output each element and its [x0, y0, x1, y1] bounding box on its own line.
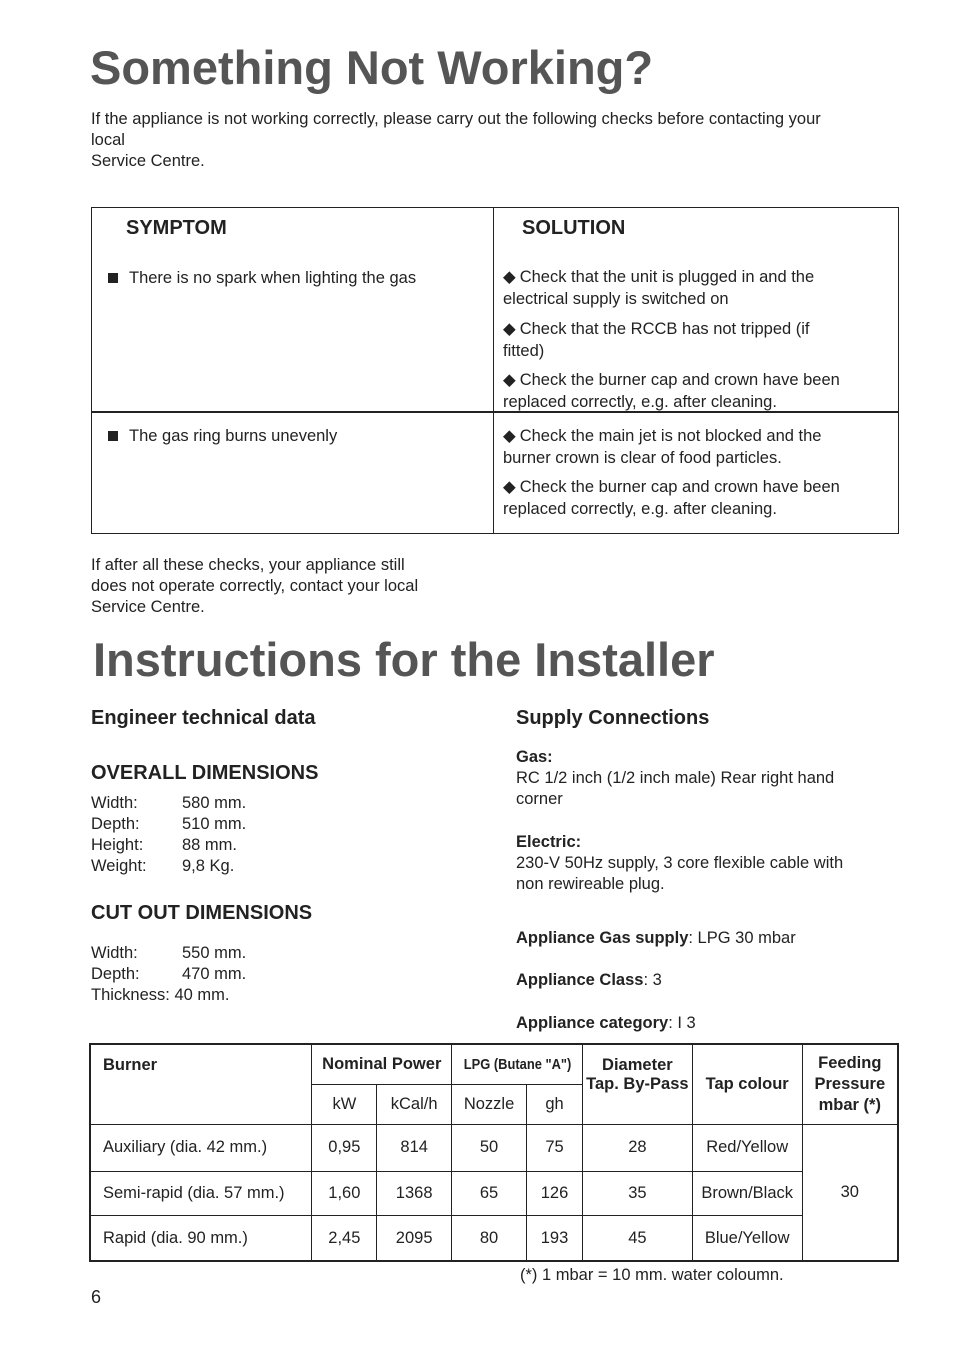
- symptom-text: There is no spark when lighting the gas: [129, 269, 417, 287]
- nozzle-value: 80: [452, 1216, 527, 1261]
- after-checks-line-3: Service Centre.: [91, 598, 205, 616]
- kw-value: 0,95: [312, 1125, 377, 1171]
- diameter-value: 35: [583, 1171, 693, 1215]
- dimension-value: 40 mm.: [174, 986, 230, 1004]
- gas-block: [516, 747, 896, 810]
- kcal-value: 814: [377, 1125, 452, 1171]
- burner-header: Burner: [90, 1044, 312, 1125]
- solution-item: [503, 370, 893, 413]
- burner-table: [89, 1043, 899, 1262]
- dimension-value: 88 mm.: [182, 836, 238, 854]
- symptom-solution-table: [91, 207, 899, 534]
- overall-dimension-row: [91, 814, 246, 835]
- solution-line: fitted): [503, 341, 545, 360]
- burner-footnote: (*) 1 mbar = 10 mm. water coloumn.: [520, 1266, 784, 1284]
- dimension-value: 470 mm.: [182, 965, 247, 983]
- overall-dimension-row: [91, 856, 234, 877]
- square-bullet-icon: [108, 273, 118, 283]
- table-row: [90, 1171, 898, 1215]
- section-title-installer: Instructions for the Installer: [93, 633, 715, 686]
- solution-item: [503, 426, 893, 469]
- solution-header: SOLUTION: [522, 217, 626, 239]
- feeding-header-line-3: mbar (*): [818, 1096, 881, 1115]
- lpg-header-text: LPG (Butane "A"): [463, 1055, 571, 1073]
- dimension-value: 550 mm.: [182, 944, 247, 962]
- overall-dimension-row: [91, 835, 237, 856]
- overall-dimensions-heading: OVERALL DIMENSIONS: [91, 762, 319, 784]
- dimension-label: Depth:: [91, 965, 140, 983]
- appliance-category: [516, 1013, 696, 1034]
- symptom-row-1: [108, 268, 416, 290]
- diameter-header: [583, 1044, 693, 1125]
- solution-line: Check the main jet is not blocked and the: [519, 427, 822, 445]
- dimension-value: 9,8 Kg.: [182, 857, 235, 875]
- table-divider-vertical: [493, 208, 494, 533]
- dimension-value: 510 mm.: [182, 815, 247, 833]
- feeding-pressure-header: [802, 1044, 898, 1125]
- solution-line: replaced correctly, e.g. after cleaning.: [503, 499, 777, 518]
- square-bullet-icon: [108, 431, 118, 441]
- tap-colour-header: Tap colour: [692, 1044, 802, 1125]
- kcal-value: 2095: [377, 1216, 452, 1261]
- intro-paragraph: [91, 109, 911, 172]
- feeding-pressure-value: 30: [802, 1125, 898, 1261]
- electric-line-2: non rewireable plug.: [516, 875, 665, 893]
- diamond-bullet-icon: ◆: [503, 268, 516, 286]
- dimension-value: 580 mm.: [182, 794, 247, 812]
- tap-colour-value: Blue/Yellow: [692, 1216, 802, 1261]
- section-title-something-not-working: Something Not Working?: [90, 41, 654, 94]
- solution-line: replaced correctly, e.g. after cleaning.: [503, 392, 777, 411]
- electric-line-1: 230-V 50Hz supply, 3 core flexible cable with: [516, 854, 844, 872]
- dimension-label: Height:: [91, 836, 144, 854]
- solution-line: Check the burner cap and crown have been: [519, 478, 840, 496]
- appliance-gas-supply: [516, 928, 796, 949]
- gas-label: Gas:: [516, 748, 553, 766]
- diamond-bullet-icon: ◆: [503, 427, 516, 445]
- diameter-header-line-1: Diameter: [602, 1056, 673, 1074]
- dimension-label: Weight:: [91, 857, 147, 875]
- diamond-bullet-icon: ◆: [503, 371, 516, 389]
- after-checks-line-1: If after all these checks, your appliance still: [91, 556, 405, 574]
- tap-colour-value: Brown/Black: [692, 1171, 802, 1215]
- overall-dimension-row: [91, 793, 246, 814]
- intro-line-2: local: [91, 131, 125, 149]
- solution-line: electrical supply is switched on: [503, 289, 729, 308]
- nozzle-value: 50: [452, 1125, 527, 1171]
- nozzle-value: 65: [452, 1171, 527, 1215]
- gh-value: 126: [527, 1171, 583, 1215]
- gas-line-2: corner: [516, 790, 563, 808]
- electric-label: Electric:: [516, 833, 582, 851]
- feeding-header-line-1: Feeding: [818, 1054, 882, 1073]
- dimension-label: Depth:: [91, 815, 140, 833]
- appliance-category-label: Appliance category: [516, 1014, 669, 1032]
- kw-value: 1,60: [312, 1171, 377, 1215]
- engineer-heading: Engineer technical data: [91, 707, 316, 729]
- diamond-bullet-icon: ◆: [503, 478, 516, 496]
- after-checks-paragraph: [91, 555, 418, 618]
- intro-line-1: If the appliance is not working correctly, please carry out the following checks before contacting your: [91, 110, 821, 128]
- appliance-class-value: : 3: [643, 971, 662, 989]
- appliance-gas-supply-label: Appliance Gas supply: [516, 929, 689, 947]
- diameter-value: 28: [583, 1125, 693, 1171]
- appliance-class-label: Appliance Class: [516, 971, 644, 989]
- page-number: 6: [91, 1287, 102, 1307]
- cutout-dimension-row: [91, 964, 246, 985]
- burner-name: Auxiliary (dia. 42 mm.): [90, 1125, 312, 1171]
- cutout-dimensions-heading: CUT OUT DIMENSIONS: [91, 902, 313, 924]
- solution-line: burner crown is clear of food particles.: [503, 448, 782, 467]
- kw-header: kW: [312, 1084, 377, 1124]
- gas-line-1: RC 1/2 inch (1/2 inch male) Rear right hand: [516, 769, 835, 787]
- kcal-value: 1368: [377, 1171, 452, 1215]
- cutout-dimension-row: [91, 985, 229, 1006]
- diameter-header-line-2: Tap. By-Pass: [586, 1075, 689, 1093]
- diameter-value: 45: [583, 1216, 693, 1261]
- solution-line: Check that the unit is plugged in and the: [519, 268, 815, 286]
- intro-line-3: Service Centre.: [91, 152, 205, 170]
- symptom-header: SYMPTOM: [126, 217, 227, 239]
- burner-name: Rapid (dia. 90 mm.): [90, 1216, 312, 1261]
- gh-value: 193: [527, 1216, 583, 1261]
- kcal-header: kCal/h: [377, 1084, 452, 1124]
- feeding-header-line-2: Pressure: [814, 1075, 886, 1094]
- burner-name: Semi-rapid (dia. 57 mm.): [90, 1171, 312, 1215]
- lpg-header: [452, 1044, 583, 1084]
- cutout-dimension-row: [91, 943, 246, 964]
- dimension-label: Width:: [91, 944, 138, 962]
- appliance-gas-supply-value: : LPG 30 mbar: [688, 929, 796, 947]
- gh-value: 75: [527, 1125, 583, 1171]
- symptom-text: The gas ring burns unevenly: [129, 427, 338, 445]
- appliance-category-value: : I 3: [668, 1014, 696, 1032]
- solution-item: [503, 477, 893, 520]
- nominal-power-header: Nominal Power: [312, 1044, 452, 1084]
- dimension-label: Width:: [91, 794, 138, 812]
- electric-block: [516, 832, 896, 895]
- after-checks-line-2: does not operate correctly, contact your local: [91, 577, 419, 595]
- table-row: [90, 1125, 898, 1171]
- solution-line: Check that the RCCB has not tripped (if: [519, 320, 810, 338]
- tap-colour-value: Red/Yellow: [692, 1125, 802, 1171]
- solution-item: [503, 267, 893, 310]
- appliance-class: [516, 970, 662, 991]
- solution-item: [503, 319, 893, 362]
- nozzle-header: Nozzle: [452, 1084, 527, 1124]
- kw-value: 2,45: [312, 1216, 377, 1261]
- symptom-row-2: [108, 426, 337, 448]
- table-row: [90, 1216, 898, 1261]
- gh-header: gh: [527, 1084, 583, 1124]
- solution-line: Check the burner cap and crown have been: [519, 371, 840, 389]
- dimension-label: Thickness:: [91, 986, 170, 1004]
- diamond-bullet-icon: ◆: [503, 320, 516, 338]
- supply-connections-heading: Supply Connections: [516, 707, 710, 729]
